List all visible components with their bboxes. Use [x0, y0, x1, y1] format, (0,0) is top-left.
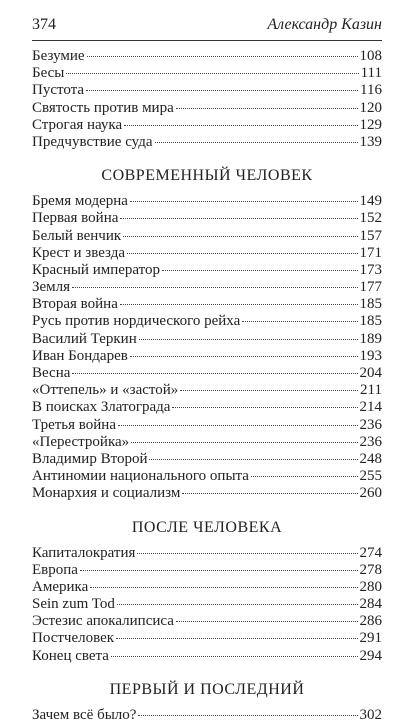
section-title: СОВРЕМЕННЫЙ ЧЕЛОВЕК: [101, 167, 313, 185]
toc-entry-title: Василий Теркин: [32, 330, 137, 347]
toc-entry-page: 116: [360, 82, 382, 99]
toc-entry[interactable]: [32, 262, 382, 279]
toc-entry-page: 149: [359, 193, 382, 210]
dot-leader: [87, 56, 358, 57]
toc-entry-title: Эстезис апокалипсиса: [32, 613, 174, 630]
toc-entry-page: 236: [359, 416, 382, 433]
toc-entry-page: 274: [359, 544, 382, 561]
toc-entry-title: Иван Бондарев: [32, 347, 128, 364]
toc-entry[interactable]: [32, 134, 382, 151]
toc-entry[interactable]: [32, 48, 382, 65]
toc-entry-title: Антиномии национального опыта: [32, 468, 249, 485]
toc-entry-title: Святость против мира: [32, 99, 174, 116]
toc-entry-title: Капиталократия: [32, 544, 136, 561]
toc-entry[interactable]: [32, 468, 382, 485]
dot-leader: [130, 356, 358, 357]
dot-leader: [176, 621, 358, 622]
toc-entry-title: Третья война: [32, 416, 116, 433]
toc-entry[interactable]: [32, 296, 382, 313]
toc-entry[interactable]: [32, 65, 382, 82]
section-title: ПЕРВЫЙ И ПОСЛЕДНИЙ: [109, 680, 305, 698]
toc-entry-page: 177: [359, 279, 382, 296]
toc-entry-page: 108: [359, 48, 382, 64]
toc-entry-page: 111: [360, 65, 382, 82]
toc-entry-title: Первая война: [32, 210, 119, 227]
toc-entry-title: Бремя модерна: [32, 193, 128, 210]
toc-entry[interactable]: [32, 562, 382, 579]
toc-section: [32, 165, 382, 502]
toc-entry-title: Зачем всё было?: [32, 706, 137, 723]
toc-entry-page: 139: [359, 133, 382, 150]
toc-entry-page: 157: [359, 227, 382, 244]
toc-entry-page: 280: [359, 578, 382, 595]
toc-entry-title: Предчувствие суда: [32, 133, 153, 150]
toc-entry-title: Весна: [32, 365, 71, 381]
toc-entry-page: 193: [359, 347, 382, 364]
toc-entry-page: 204: [359, 365, 382, 381]
toc-section: [32, 517, 382, 665]
toc-entry-title: Конец света: [32, 647, 109, 664]
toc-entry-page: 302: [359, 706, 382, 723]
section-title: ПОСЛЕ ЧЕЛОВЕКА: [131, 518, 283, 536]
dot-leader: [123, 236, 357, 237]
toc-entry[interactable]: [32, 707, 382, 724]
toc-entry-page: 236: [359, 433, 382, 450]
toc-entry-title: В поисках Златограда: [32, 399, 171, 416]
dot-leader: [138, 715, 357, 716]
dot-leader: [242, 321, 357, 322]
dot-leader: [130, 201, 358, 202]
toc-entry[interactable]: [32, 348, 382, 365]
toc-entry[interactable]: [32, 100, 382, 117]
toc-entry[interactable]: [32, 579, 382, 596]
toc-entry-page: 278: [359, 561, 382, 578]
toc-entry-page: 185: [359, 313, 382, 330]
toc-entry[interactable]: [32, 313, 382, 330]
toc-entry[interactable]: [32, 417, 382, 434]
toc-entry-title: Монархия и социализм: [32, 485, 181, 502]
toc-entry-title: Владимир Второй: [32, 450, 148, 467]
toc-entry[interactable]: [32, 82, 382, 99]
toc-entry[interactable]: [32, 331, 382, 348]
dot-leader: [162, 270, 357, 271]
toc-entry-page: 129: [359, 116, 382, 133]
toc-entry[interactable]: [32, 245, 382, 262]
toc-entry-title: Красный император: [32, 261, 161, 278]
toc-entry-page: 171: [359, 244, 382, 261]
dot-leader: [127, 253, 358, 254]
toc-entry-page: 294: [359, 647, 382, 664]
toc-entry-title: Строгая наука: [32, 116, 123, 133]
toc-entry-page: 173: [359, 261, 382, 278]
toc-entry[interactable]: [32, 210, 382, 227]
toc-entry-page: 284: [359, 596, 382, 613]
toc-entry[interactable]: [32, 193, 382, 210]
toc-entry-title: «Перестройка»: [32, 433, 130, 450]
dot-leader: [116, 638, 357, 639]
toc-section: [32, 48, 382, 151]
toc-entry-title: Sein zum Tod: [32, 596, 115, 613]
toc-entry-title: Русь против нордического рейха: [32, 313, 241, 330]
dot-leader: [251, 476, 358, 477]
toc-entry-title: Бесы: [32, 65, 65, 82]
dot-leader: [111, 656, 358, 657]
dot-leader: [182, 493, 357, 494]
toc-entry-page: 189: [359, 330, 382, 347]
dot-leader: [155, 142, 358, 143]
dot-leader: [90, 587, 357, 588]
toc-entry[interactable]: [32, 117, 382, 134]
toc-entry[interactable]: [32, 630, 382, 647]
page-header: [32, 14, 382, 41]
dot-leader: [172, 407, 357, 408]
toc-entry-page: 248: [359, 450, 382, 467]
toc-entry[interactable]: [32, 382, 382, 399]
toc-entry[interactable]: [32, 279, 382, 296]
dot-leader: [72, 287, 357, 288]
dot-leader: [149, 459, 357, 460]
toc-entry-title: Постчеловек: [32, 630, 115, 647]
toc-section: [32, 679, 382, 724]
dot-leader: [120, 218, 357, 219]
toc-entry-title: Вторая война: [32, 296, 118, 313]
dot-leader: [176, 108, 358, 109]
toc-entry-page: 286: [359, 613, 382, 630]
toc-entry[interactable]: [32, 451, 382, 468]
toc-entry[interactable]: [32, 434, 382, 451]
dot-leader: [66, 73, 358, 74]
toc-entry-page: 185: [359, 296, 382, 313]
dot-leader: [124, 125, 357, 126]
page-number: 374: [32, 16, 56, 33]
dot-leader: [180, 390, 358, 391]
toc-entry-title: Белый венчик: [32, 227, 122, 244]
toc-entry-title: Безумие: [32, 48, 85, 64]
toc-entry[interactable]: [32, 228, 382, 245]
dot-leader: [80, 570, 358, 571]
toc-entry-title: Земля: [32, 279, 71, 296]
toc-entry-title: Европа: [32, 561, 78, 578]
toc-entry[interactable]: [32, 399, 382, 416]
dot-leader: [120, 304, 358, 305]
toc-entry-page: 291: [359, 630, 382, 647]
dot-leader: [137, 553, 357, 554]
toc-entry-page: 255: [359, 468, 382, 485]
dot-leader: [86, 90, 358, 91]
toc-entry[interactable]: [32, 596, 382, 613]
dot-leader: [139, 339, 358, 340]
toc-entry-title: Америка: [32, 578, 89, 595]
toc-entry[interactable]: [32, 365, 382, 382]
dot-leader: [72, 373, 357, 374]
toc-entry[interactable]: [32, 545, 382, 562]
dot-leader: [131, 442, 357, 443]
toc-entry-title: Крест и звезда: [32, 244, 125, 261]
toc-entry-page: 260: [359, 485, 382, 502]
toc-entry-page: 214: [359, 399, 382, 416]
toc-entry-page: 120: [359, 99, 382, 116]
toc-entry-page: 152: [359, 210, 382, 227]
running-head: Александр Казин: [267, 16, 382, 33]
toc-entry-title: Пустота: [32, 82, 85, 99]
toc-entry[interactable]: [32, 648, 382, 665]
toc-entry[interactable]: [32, 485, 382, 502]
toc-entry-title: «Оттепель» и «застой»: [32, 382, 179, 399]
table-of-contents: [32, 48, 382, 724]
toc-entry[interactable]: [32, 613, 382, 630]
toc-entry-page: 211: [360, 382, 382, 399]
dot-leader: [118, 425, 358, 426]
dot-leader: [117, 604, 358, 605]
